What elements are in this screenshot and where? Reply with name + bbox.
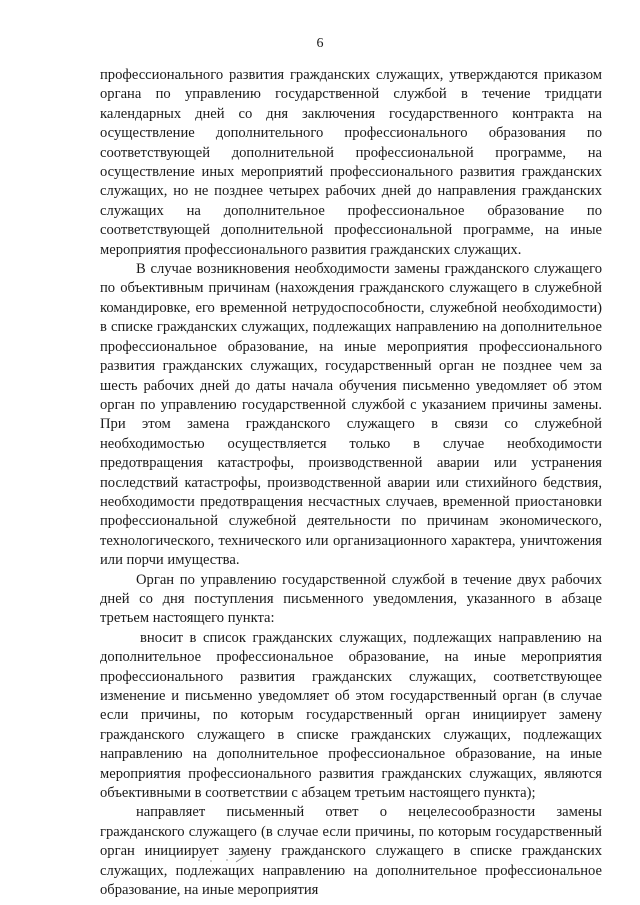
document-body — [100, 66, 602, 900]
page-number: 6 — [316, 36, 324, 51]
scan-artifact-marks — [196, 848, 266, 868]
paragraph-replacement-notice: В случае возникновения необходимости замены гражданского служащего по объективным причинам (нахождения гражданского служащего в служебной командировке, его временной нетрудоспособности, служебной необходимости) в списке гражданских служащих, подлежащих направлению на дополнительное профессиональное образование, на иные мероприятия профессионального развития гражданских служащих, государственный орган не позднее чем за шесть рабочих дней до даты начала обучения письменно уведомляет об этом орган по управлению государственной службой с указанием причины замены. При этом замена гражданского служащего в связи со служебной необходимостью осуществляется только в случае необходимости предотвращения катастрофы, производственной аварии или устранения последствий катастрофы, производственной аварии или стихийного бедствия, необходимости предотвращения несчастных случаев, временной приостановки профессиональной служебной деятельности по причинам экономического, технологического, технического или организационного характера, уничтожения или порчи имущества. — [100, 261, 602, 569]
paragraph-refusal-response: направляет письменный ответ о нецелесообразности замены гражданского служащего (в случае если причины, по которым государственный орган инициирует замену гражданского служащего в списке гражданских служащих, подлежащих направлению на дополнительное профессиональное образование, на иные мероприятия — [100, 804, 602, 899]
paragraph-continuation: профессионального развития гражданских служащих, утверждаются приказом органа по управлению государственной службой в течение тридцати календарных дней со дня заключения государственного контракта на осуществление дополнительного профессионального образования по соответствующей дополнительной профессиональной программе, на осуществление иных мероприятий профессионального развития гражданских служащих, но не позднее четырех рабочих дней до направления гражданских служащих на дополнительное профессиональное образование по соответствующей дополнительной профессиональной программе, на иные мероприятия профессионального развития гражданских служащих. — [100, 67, 602, 258]
paragraph-list-change: вносит в список гражданских служащих, подлежащих направлению на дополнительное профессиональное образование, на иные мероприятия профессионального развития гражданских служащих, соответствующее изменение и письменно уведомляет об этом государственный орган (в случае если причины, по которым государственный орган инициирует замену гражданского служащего в списке гражданских служащих, подлежащих направлению на дополнительное профессиональное образование, на иные мероприятия профессионального развития гражданских служащих, являются объективными в соответствии с абзацем третьим настоящего пункта); — [100, 629, 602, 802]
paragraph-authority-actions: Орган по управлению государственной службой в течение двух рабочих дней со дня поступления письменного уведомления, указанного в абзаце третьем настоящего пункта: — [100, 571, 602, 627]
